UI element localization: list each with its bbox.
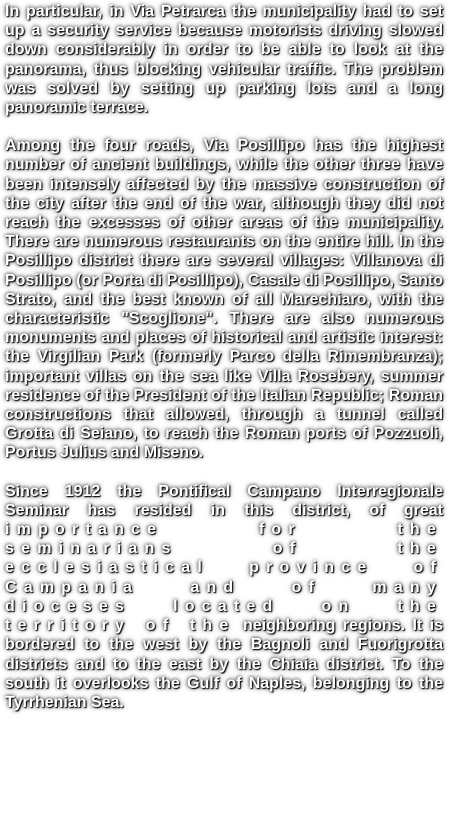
article-body xyxy=(5,2,443,731)
paragraph-seminar-spaced: importance for the seminarians of the ecclesiastical province of Campania and of many dioceses located on the territory of the xyxy=(5,521,443,635)
paragraph-via-petrarca: In particular, in Via Petrarca the municipality had to set up a security service because motorists driving slowed down considerably in order to be able to look at the panorama, thus blocking vehicular traffic. The problem was solved by setting up parking lots and a long panoramic terrace. xyxy=(5,3,443,117)
paragraph-seminar xyxy=(5,482,443,712)
paragraph-seminar-start: Since 1912 the Pontifical Campano Interregionale Seminar has resided in this district, of great xyxy=(5,482,443,519)
paragraph-via-posillipo: Among the four roads, Via Posillipo has the highest number of ancient buildings, while the other three have been intensely affected by the massive construction of the city after the end of the war, although they did not reach the excesses of other areas of the municipality. There are numerous restaurants on the entire hill. In the Posillipo district there are several villages: Villanova di Posillipo (or Porta di Posillipo), Casale di Posillipo, Santo Strato, and the best known of all Marechiaro, with the characteristic "Scoglione". There are also numerous monuments and places of historical and artistic interest: the Virgilian Park (formerly Parco della Rimembranza); important villas on the sea like Villa Rosebery, summer residence of the President of the Italian Republic; Roman constructions that allowed, through a tunnel called Grotta di Seiano, to reach the Roman ports of Pozzuoli, Portus Julius and Miseno. xyxy=(5,137,443,462)
paragraph-seminar-end: neighboring regions. It is bordered to the west by the Bagnoli and Fuorigrotta districts and to the east by the Chiaia district. To the south it overlooks the Gulf of Naples, belonging to the Tyrrhenian Sea. xyxy=(5,617,444,711)
